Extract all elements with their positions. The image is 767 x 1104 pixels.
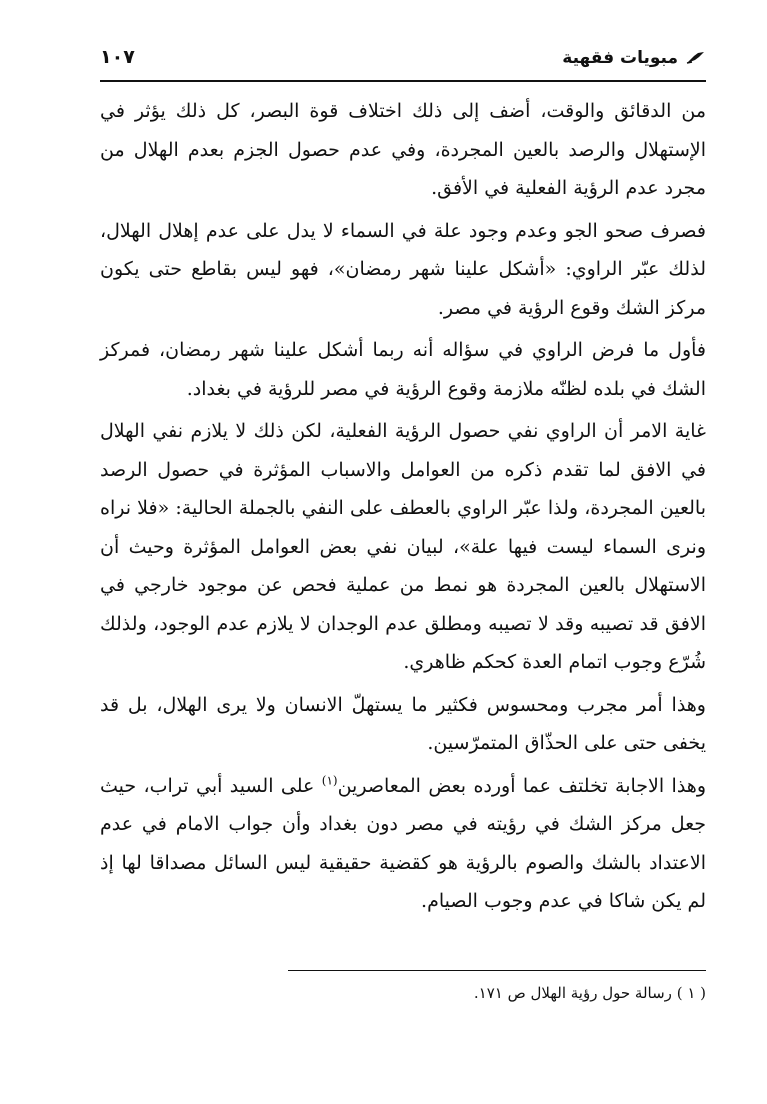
main-text	[100, 92, 706, 925]
footnote-marker: (١)	[321, 773, 338, 788]
paragraph-with-footnote	[100, 767, 706, 921]
paragraph: فصرف صحو الجو وعدم وجود علة في السماء لا يدل على عدم إهلال الهلال، لذلك عبّر الراوي: «أشكل علينا شهر رمضان»، فهو ليس بقاطع حتى يكون مركز الشك وقوع الرؤية في مصر.	[100, 219, 706, 319]
paragraph: فأول ما فرض الراوي في سؤاله أنه ربما أشكل علينا شهر رمضان، فمركز الشك في بلده لظنّه ملازمة وقوع الرؤية في مصر للرؤية في بغداد.	[100, 339, 706, 400]
running-header	[100, 44, 706, 82]
footnote: ( ١ ) رسالة حول رؤية الهلال ص ١٧١.	[473, 984, 706, 1002]
paragraph-text: وهذا الاجابة تخلتف عما أورده بعض المعاصرين	[337, 774, 706, 797]
pen-icon	[686, 51, 706, 65]
paragraph: وهذا أمر مجرب ومحسوس فكثير ما يستهلّ الانسان ولا يرى الهلال، بل قد يخفى حتى على الحذّاق المتمرّسين.	[100, 693, 706, 754]
page-number: ١٠٧	[100, 46, 135, 68]
paragraph: غاية الامر أن الراوي نفي حصول الرؤية الفعلية، لكن ذلك لا يلازم نفي الهلال في الافق لما تقدم ذكره من العوامل والاسباب المؤثرة في حصول الرصد بالعين المجردة، ولذا عبّر الراوي بالعطف على النفي بالجملة الحالية: «فلا نراه ونرى السماء ليست فيها علة»، لبيان نفي بعض العوامل المؤثرة وحيث أن الاستهلال بالعين المجردة هو نمط من عملية فحص عن موجود خارجي في الافق قد تصيبه وقد لا تصيبه ومطلق عدم الوجدان لا يلازم عدم الوجود، ولذلك شُرّع وجوب اتمام العدة كحكم ظاهري.	[100, 420, 706, 673]
paragraph: من الدقائق والوقت، أضف إلى ذلك اختلاف قوة البصر، كل ذلك يؤثر في الإستهلال والرصد بالعين المجردة، وفي عدم حصول الجزم بعدم الهلال من مجرد عدم الرؤية الفعلية في الأفق.	[100, 100, 706, 199]
paragraph-text: على السيد أبي تراب، حيث جعل مركز الشك في رؤيته في مصر دون بغداد وأن جواب الامام في عدم الاعتداد بالشك والصوم بالرؤية هو كقضية حقيقية ليس السائل مصداقا لها إذ لم يكن شاكا في عدم وجوب الصيام.	[100, 774, 706, 912]
footnote-divider	[288, 970, 706, 971]
running-title	[562, 48, 706, 68]
running-title-text: مبويات فقهية	[562, 48, 678, 68]
